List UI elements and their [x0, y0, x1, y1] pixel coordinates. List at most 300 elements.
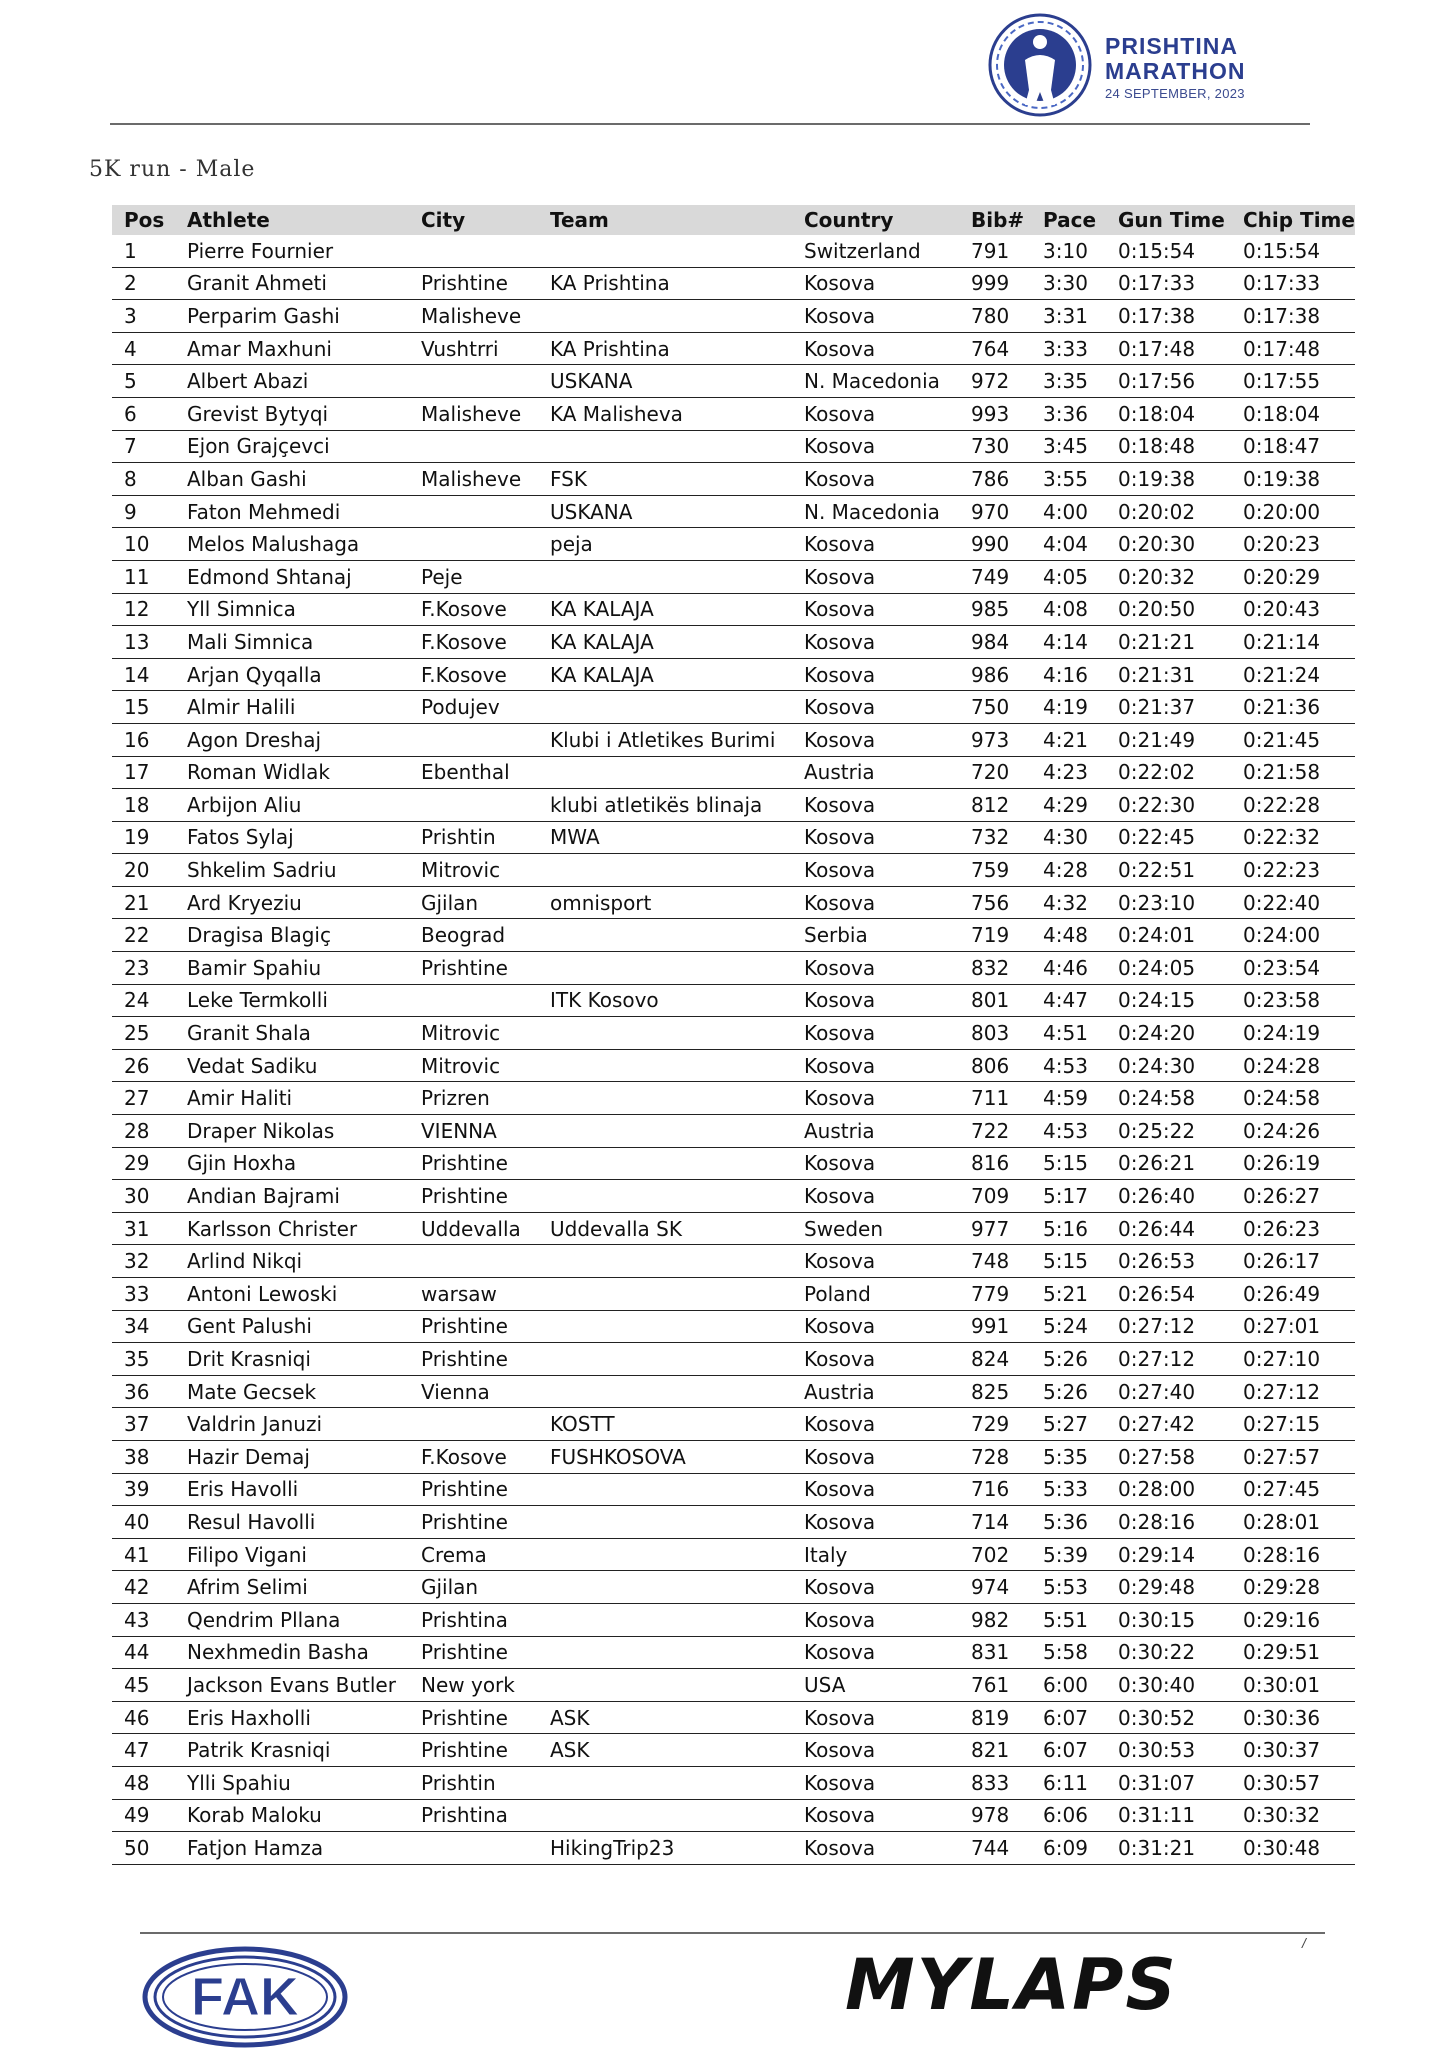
country-cell: Kosova — [792, 528, 959, 561]
pace-cell: 4:05 — [1031, 560, 1106, 593]
pace-cell: 4:08 — [1031, 593, 1106, 626]
pace-cell: 3:35 — [1031, 365, 1106, 398]
bib-cell: 719 — [959, 919, 1031, 952]
chip-time-cell: 0:30:36 — [1231, 1701, 1355, 1734]
pace-cell: 4:28 — [1031, 854, 1106, 887]
pos-cell: 47 — [112, 1734, 175, 1767]
pace-cell: 3:31 — [1031, 300, 1106, 333]
pace-cell: 5:26 — [1031, 1375, 1106, 1408]
athlete-cell: Gent Palushi — [175, 1310, 409, 1343]
city-cell: F.Kosove — [409, 1440, 538, 1473]
athlete-cell: Alban Gashi — [175, 463, 409, 496]
pos-cell: 12 — [112, 593, 175, 626]
city-cell: New york — [409, 1669, 538, 1702]
athlete-cell: Shkelim Sadriu — [175, 854, 409, 887]
pos-cell: 32 — [112, 1245, 175, 1278]
team-cell — [538, 691, 792, 724]
gun-time-cell: 0:22:51 — [1106, 854, 1231, 887]
table-row — [112, 1115, 1355, 1148]
city-cell: Prishtine — [409, 267, 538, 300]
bib-cell: 714 — [959, 1506, 1031, 1539]
country-cell: Kosova — [792, 1180, 959, 1213]
bib-cell: 985 — [959, 593, 1031, 626]
city-cell: Prishtina — [409, 1799, 538, 1832]
column-header: Country — [792, 205, 959, 235]
chip-time-cell: 0:26:17 — [1231, 1245, 1355, 1278]
pos-cell: 48 — [112, 1766, 175, 1799]
team-cell — [538, 300, 792, 333]
pace-cell: 4:48 — [1031, 919, 1106, 952]
gun-time-cell: 0:19:38 — [1106, 463, 1231, 496]
pos-cell: 1 — [112, 235, 175, 267]
city-cell: Prishtine — [409, 1180, 538, 1213]
gun-time-cell: 0:24:30 — [1106, 1049, 1231, 1082]
page-mark: / — [1302, 1935, 1306, 1951]
gun-time-cell: 0:22:45 — [1106, 821, 1231, 854]
chip-time-cell: 0:24:00 — [1231, 919, 1355, 952]
bib-cell: 744 — [959, 1832, 1031, 1865]
chip-time-cell: 0:29:28 — [1231, 1571, 1355, 1604]
athlete-cell: Dragisa Blagiç — [175, 919, 409, 952]
city-cell: Prishtine — [409, 1343, 538, 1376]
chip-time-cell: 0:27:12 — [1231, 1375, 1355, 1408]
athlete-cell: Antoni Lewoski — [175, 1278, 409, 1311]
pace-cell: 5:16 — [1031, 1212, 1106, 1245]
chip-time-cell: 0:30:01 — [1231, 1669, 1355, 1702]
team-cell: Klubi i Atletikes Burimi — [538, 723, 792, 756]
athlete-cell: Yll Simnica — [175, 593, 409, 626]
pace-cell: 4:00 — [1031, 495, 1106, 528]
table-row — [112, 1212, 1355, 1245]
bib-cell: 702 — [959, 1538, 1031, 1571]
country-cell: Kosova — [792, 658, 959, 691]
chip-time-cell: 0:21:24 — [1231, 658, 1355, 691]
bib-cell: 977 — [959, 1212, 1031, 1245]
bib-cell: 816 — [959, 1147, 1031, 1180]
bib-cell: 748 — [959, 1245, 1031, 1278]
table-row — [112, 560, 1355, 593]
table-row — [112, 1017, 1355, 1050]
country-cell: Kosova — [792, 1245, 959, 1278]
country-cell: Kosova — [792, 886, 959, 919]
team-cell — [538, 1506, 792, 1539]
gun-time-cell: 0:30:52 — [1106, 1701, 1231, 1734]
pos-cell: 24 — [112, 984, 175, 1017]
country-cell: Kosova — [792, 430, 959, 463]
team-cell — [538, 1669, 792, 1702]
athlete-cell: Edmond Shtanaj — [175, 560, 409, 593]
bib-cell: 974 — [959, 1571, 1031, 1604]
country-cell: Kosova — [792, 397, 959, 430]
table-row — [112, 1310, 1355, 1343]
pace-cell: 6:09 — [1031, 1832, 1106, 1865]
team-cell — [538, 919, 792, 952]
gun-time-cell: 0:17:38 — [1106, 300, 1231, 333]
bib-cell: 973 — [959, 723, 1031, 756]
pos-cell: 40 — [112, 1506, 175, 1539]
athlete-cell: Korab Maloku — [175, 1799, 409, 1832]
table-row — [112, 365, 1355, 398]
country-cell: Kosova — [792, 1343, 959, 1376]
country-cell: Kosova — [792, 1766, 959, 1799]
pace-cell: 4:29 — [1031, 789, 1106, 822]
country-cell: Kosova — [792, 1473, 959, 1506]
athlete-cell: Almir Halili — [175, 691, 409, 724]
country-cell: Kosova — [792, 821, 959, 854]
gun-time-cell: 0:31:11 — [1106, 1799, 1231, 1832]
table-row — [112, 1701, 1355, 1734]
athlete-cell: Granit Shala — [175, 1017, 409, 1050]
country-cell: Kosova — [792, 1440, 959, 1473]
athlete-cell: Drit Krasniqi — [175, 1343, 409, 1376]
gun-time-cell: 0:17:33 — [1106, 267, 1231, 300]
pos-cell: 18 — [112, 789, 175, 822]
team-cell — [538, 1082, 792, 1115]
city-cell: F.Kosove — [409, 658, 538, 691]
gun-time-cell: 0:15:54 — [1106, 235, 1231, 267]
country-cell: Kosova — [792, 723, 959, 756]
column-header: Bib# — [959, 205, 1031, 235]
chip-time-cell: 0:22:40 — [1231, 886, 1355, 919]
athlete-cell: Mate Gecsek — [175, 1375, 409, 1408]
bib-cell: 993 — [959, 397, 1031, 430]
country-cell: Kosova — [792, 1310, 959, 1343]
pos-cell: 21 — [112, 886, 175, 919]
team-cell — [538, 1603, 792, 1636]
country-cell: Kosova — [792, 267, 959, 300]
city-cell: Prishtine — [409, 1310, 538, 1343]
country-cell: Kosova — [792, 593, 959, 626]
city-cell: Prizren — [409, 1082, 538, 1115]
team-cell — [538, 1799, 792, 1832]
pace-cell: 5:35 — [1031, 1440, 1106, 1473]
chip-time-cell: 0:28:16 — [1231, 1538, 1355, 1571]
city-cell: Vushtrri — [409, 332, 538, 365]
athlete-cell: Agon Dreshaj — [175, 723, 409, 756]
athlete-cell: Andian Bajrami — [175, 1180, 409, 1213]
table-row — [112, 821, 1355, 854]
country-cell: Kosova — [792, 984, 959, 1017]
pace-cell: 4:23 — [1031, 756, 1106, 789]
table-row — [112, 1473, 1355, 1506]
bib-cell: 779 — [959, 1278, 1031, 1311]
bib-cell: 806 — [959, 1049, 1031, 1082]
table-row — [112, 593, 1355, 626]
gun-time-cell: 0:24:58 — [1106, 1082, 1231, 1115]
athlete-cell: Mali Simnica — [175, 626, 409, 659]
city-cell — [409, 1245, 538, 1278]
pos-cell: 46 — [112, 1701, 175, 1734]
team-cell — [538, 1636, 792, 1669]
pos-cell: 7 — [112, 430, 175, 463]
pos-cell: 20 — [112, 854, 175, 887]
country-cell: Kosova — [792, 1017, 959, 1050]
city-cell: Mitrovic — [409, 1017, 538, 1050]
table-row — [112, 919, 1355, 952]
chip-time-cell: 0:27:15 — [1231, 1408, 1355, 1441]
team-cell: USKANA — [538, 365, 792, 398]
country-cell: Austria — [792, 1375, 959, 1408]
gun-time-cell: 0:31:07 — [1106, 1766, 1231, 1799]
gun-time-cell: 0:26:40 — [1106, 1180, 1231, 1213]
table-row — [112, 1440, 1355, 1473]
marathon-emblem-icon — [985, 10, 1095, 120]
pace-cell: 5:33 — [1031, 1473, 1106, 1506]
athlete-cell: Pierre Fournier — [175, 235, 409, 267]
city-cell: Prishtina — [409, 1603, 538, 1636]
city-cell — [409, 1408, 538, 1441]
athlete-cell: Fatos Sylaj — [175, 821, 409, 854]
athlete-cell: Fatjon Hamza — [175, 1832, 409, 1865]
country-cell: Kosova — [792, 300, 959, 333]
city-cell: Peje — [409, 560, 538, 593]
city-cell — [409, 1832, 538, 1865]
pace-cell: 5:36 — [1031, 1506, 1106, 1539]
team-cell: ITK Kosovo — [538, 984, 792, 1017]
pos-cell: 28 — [112, 1115, 175, 1148]
table-row — [112, 1375, 1355, 1408]
pos-cell: 36 — [112, 1375, 175, 1408]
city-cell: Prishtine — [409, 952, 538, 985]
athlete-cell: Albert Abazi — [175, 365, 409, 398]
bib-cell: 720 — [959, 756, 1031, 789]
pos-cell: 25 — [112, 1017, 175, 1050]
athlete-cell: Arlind Nikqi — [175, 1245, 409, 1278]
team-cell: HikingTrip23 — [538, 1832, 792, 1865]
column-header: Pace — [1031, 205, 1106, 235]
chip-time-cell: 0:24:26 — [1231, 1115, 1355, 1148]
city-cell: Gjilan — [409, 1571, 538, 1604]
pace-cell: 4:53 — [1031, 1115, 1106, 1148]
bib-cell: 749 — [959, 560, 1031, 593]
pos-cell: 4 — [112, 332, 175, 365]
bib-cell: 750 — [959, 691, 1031, 724]
country-cell: Italy — [792, 1538, 959, 1571]
team-cell — [538, 1147, 792, 1180]
team-cell — [538, 1245, 792, 1278]
gun-time-cell: 0:26:54 — [1106, 1278, 1231, 1311]
footer-divider — [140, 1932, 1325, 1934]
athlete-cell: Karlsson Christer — [175, 1212, 409, 1245]
bib-cell: 824 — [959, 1343, 1031, 1376]
table-row — [112, 1180, 1355, 1213]
chip-time-cell: 0:15:54 — [1231, 235, 1355, 267]
pos-cell: 43 — [112, 1603, 175, 1636]
pos-cell: 9 — [112, 495, 175, 528]
bib-cell: 764 — [959, 332, 1031, 365]
city-cell: Malisheve — [409, 300, 538, 333]
column-header: Pos — [112, 205, 175, 235]
pos-cell: 37 — [112, 1408, 175, 1441]
bib-cell: 982 — [959, 1603, 1031, 1636]
gun-time-cell: 0:30:15 — [1106, 1603, 1231, 1636]
page-title: 5K run - Male — [89, 157, 256, 182]
chip-time-cell: 0:22:32 — [1231, 821, 1355, 854]
marathon-logo-text — [1105, 34, 1245, 101]
mylaps-logo: MYLAPS — [845, 1944, 1178, 2026]
pace-cell: 5:17 — [1031, 1180, 1106, 1213]
country-cell: Austria — [792, 1115, 959, 1148]
pace-cell: 4:19 — [1031, 691, 1106, 724]
bib-cell: 759 — [959, 854, 1031, 887]
pos-cell: 34 — [112, 1310, 175, 1343]
table-row — [112, 691, 1355, 724]
bib-cell: 984 — [959, 626, 1031, 659]
table-row — [112, 1538, 1355, 1571]
pos-cell: 11 — [112, 560, 175, 593]
city-cell: VIENNA — [409, 1115, 538, 1148]
city-cell: warsaw — [409, 1278, 538, 1311]
table-row — [112, 430, 1355, 463]
city-cell: Prishtin — [409, 821, 538, 854]
bib-cell: 978 — [959, 1799, 1031, 1832]
gun-time-cell: 0:21:37 — [1106, 691, 1231, 724]
country-cell: Kosova — [792, 1799, 959, 1832]
chip-time-cell: 0:19:38 — [1231, 463, 1355, 496]
gun-time-cell: 0:24:01 — [1106, 919, 1231, 952]
bib-cell: 999 — [959, 267, 1031, 300]
city-cell: Mitrovic — [409, 854, 538, 887]
bib-cell: 801 — [959, 984, 1031, 1017]
country-cell: Kosova — [792, 789, 959, 822]
gun-time-cell: 0:30:40 — [1106, 1669, 1231, 1702]
chip-time-cell: 0:20:43 — [1231, 593, 1355, 626]
column-header: Athlete — [175, 205, 409, 235]
city-cell: Prishtine — [409, 1473, 538, 1506]
pos-cell: 3 — [112, 300, 175, 333]
team-cell: FSK — [538, 463, 792, 496]
athlete-cell: Patrik Krasniqi — [175, 1734, 409, 1767]
team-cell — [538, 1017, 792, 1050]
pace-cell: 5:15 — [1031, 1245, 1106, 1278]
table-row — [112, 1832, 1355, 1865]
chip-time-cell: 0:27:10 — [1231, 1343, 1355, 1376]
bib-cell: 986 — [959, 658, 1031, 691]
pace-cell: 4:51 — [1031, 1017, 1106, 1050]
athlete-cell: Valdrin Januzi — [175, 1408, 409, 1441]
team-cell — [538, 1115, 792, 1148]
gun-time-cell: 0:27:42 — [1106, 1408, 1231, 1441]
pace-cell: 3:55 — [1031, 463, 1106, 496]
country-cell: Sweden — [792, 1212, 959, 1245]
country-cell: Kosova — [792, 691, 959, 724]
logo-date: 24 SEPTEMBER, 2023 — [1105, 86, 1245, 101]
chip-time-cell: 0:21:36 — [1231, 691, 1355, 724]
city-cell — [409, 789, 538, 822]
gun-time-cell: 0:20:50 — [1106, 593, 1231, 626]
athlete-cell: Granit Ahmeti — [175, 267, 409, 300]
pos-cell: 42 — [112, 1571, 175, 1604]
athlete-cell: Nexhmedin Basha — [175, 1636, 409, 1669]
bib-cell: 709 — [959, 1180, 1031, 1213]
column-header: Chip Time — [1231, 205, 1355, 235]
team-cell: KA Prishtina — [538, 332, 792, 365]
city-cell: Prishtine — [409, 1701, 538, 1734]
country-cell: Kosova — [792, 1734, 959, 1767]
pos-cell: 17 — [112, 756, 175, 789]
team-cell — [538, 1571, 792, 1604]
table-row — [112, 723, 1355, 756]
chip-time-cell: 0:21:14 — [1231, 626, 1355, 659]
pace-cell: 5:21 — [1031, 1278, 1106, 1311]
pace-cell: 5:27 — [1031, 1408, 1106, 1441]
chip-time-cell: 0:17:38 — [1231, 300, 1355, 333]
country-cell: Kosova — [792, 854, 959, 887]
athlete-cell: Ard Kryeziu — [175, 886, 409, 919]
bib-cell: 761 — [959, 1669, 1031, 1702]
gun-time-cell: 0:26:21 — [1106, 1147, 1231, 1180]
team-cell: KA KALAJA — [538, 658, 792, 691]
results-table — [112, 205, 1355, 1865]
country-cell: Kosova — [792, 332, 959, 365]
pace-cell: 5:58 — [1031, 1636, 1106, 1669]
chip-time-cell: 0:20:23 — [1231, 528, 1355, 561]
table-row — [112, 1799, 1355, 1832]
city-cell — [409, 495, 538, 528]
team-cell — [538, 1180, 792, 1213]
pace-cell: 5:39 — [1031, 1538, 1106, 1571]
gun-time-cell: 0:20:32 — [1106, 560, 1231, 593]
city-cell: Prishtine — [409, 1147, 538, 1180]
team-cell — [538, 1049, 792, 1082]
team-cell — [538, 952, 792, 985]
gun-time-cell: 0:26:44 — [1106, 1212, 1231, 1245]
gun-time-cell: 0:24:05 — [1106, 952, 1231, 985]
team-cell — [538, 1343, 792, 1376]
pos-cell: 22 — [112, 919, 175, 952]
gun-time-cell: 0:24:20 — [1106, 1017, 1231, 1050]
pace-cell: 5:53 — [1031, 1571, 1106, 1604]
city-cell: Prishtine — [409, 1506, 538, 1539]
team-cell: ASK — [538, 1734, 792, 1767]
team-cell: USKANA — [538, 495, 792, 528]
city-cell — [409, 723, 538, 756]
gun-time-cell: 0:28:16 — [1106, 1506, 1231, 1539]
team-cell — [538, 756, 792, 789]
chip-time-cell: 0:22:23 — [1231, 854, 1355, 887]
header-divider — [110, 123, 1310, 125]
city-cell: Gjilan — [409, 886, 538, 919]
city-cell: Vienna — [409, 1375, 538, 1408]
pos-cell: 35 — [112, 1343, 175, 1376]
team-cell: KOSTT — [538, 1408, 792, 1441]
team-cell — [538, 1766, 792, 1799]
athlete-cell: Vedat Sadiku — [175, 1049, 409, 1082]
athlete-cell: Perparim Gashi — [175, 300, 409, 333]
pace-cell: 3:36 — [1031, 397, 1106, 430]
country-cell: Kosova — [792, 1701, 959, 1734]
pos-cell: 8 — [112, 463, 175, 496]
city-cell: Beograd — [409, 919, 538, 952]
pos-cell: 39 — [112, 1473, 175, 1506]
pos-cell: 33 — [112, 1278, 175, 1311]
gun-time-cell: 0:24:15 — [1106, 984, 1231, 1017]
bib-cell: 780 — [959, 300, 1031, 333]
pace-cell: 3:33 — [1031, 332, 1106, 365]
team-cell — [538, 854, 792, 887]
city-cell — [409, 430, 538, 463]
country-cell: Kosova — [792, 952, 959, 985]
gun-time-cell: 0:27:12 — [1106, 1310, 1231, 1343]
table-row — [112, 463, 1355, 496]
gun-time-cell: 0:17:56 — [1106, 365, 1231, 398]
team-cell — [538, 430, 792, 463]
team-cell: MWA — [538, 821, 792, 854]
team-cell: KA KALAJA — [538, 626, 792, 659]
team-cell: omnisport — [538, 886, 792, 919]
team-cell — [538, 1310, 792, 1343]
pace-cell: 4:32 — [1031, 886, 1106, 919]
